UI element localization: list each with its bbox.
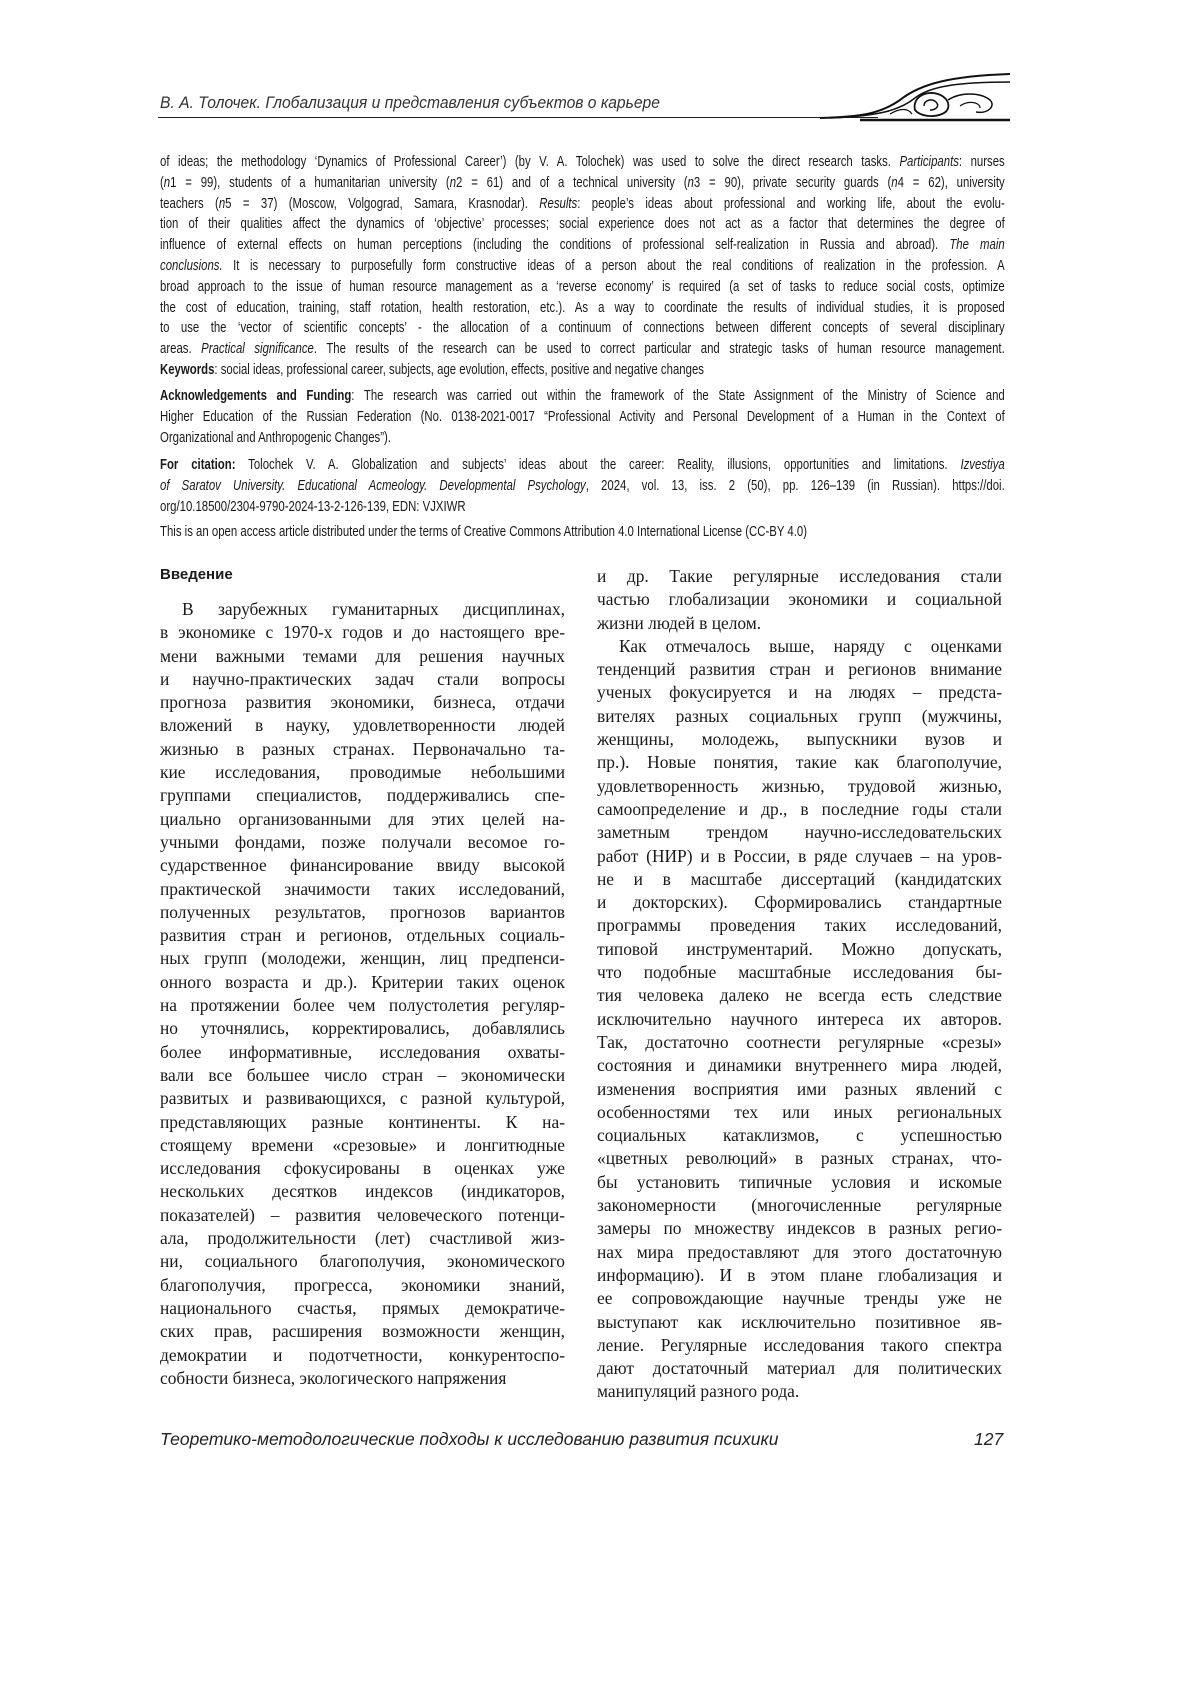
body-line: и др. Такие регулярные исследования стали xyxy=(597,565,1002,588)
abstract-text: tion of their qualities affect the dynamics of ‘objective’ processes; social experience does not act as a factor that determines the degree of xyxy=(160,216,1005,232)
body-line: вали все большее число стран – экономически xyxy=(160,1064,565,1087)
body-line: вложений в науку, удовлетворенности людей xyxy=(160,714,565,737)
abstract-text: : nurses xyxy=(959,154,1005,170)
body-line: показателей) – развития человеческого потенци- xyxy=(160,1204,565,1227)
body-line: бы установить типичные условия и искомые xyxy=(597,1171,1002,1194)
body-line: закономерности (многочисленные регулярные xyxy=(597,1194,1002,1217)
body-line: состояния и динамики внутреннего мира людей, xyxy=(597,1054,1002,1077)
acknowledgements-line xyxy=(160,428,1005,449)
abstract-text: n xyxy=(891,175,897,191)
abstract-text: Keywords xyxy=(160,362,214,378)
abstract-text: to use the ‘vector of scientific concepts’ - the allocation of a continuum of connections between different concepts of several disciplinary xyxy=(160,320,1005,336)
acknowledgements-text: Acknowledgements and Funding xyxy=(160,388,351,404)
abstract-text: 2 = 61) and of a technical university ( xyxy=(456,175,688,191)
body-line: работ (НИР) и в России, в ряде случаев – на уров- xyxy=(597,845,1002,868)
section-title: Введение xyxy=(160,566,233,583)
body-line: манипуляций разного рода. xyxy=(597,1380,1002,1403)
body-line: учными фондами, позже получали весомое го- xyxy=(160,831,565,854)
body-line: стоящему времени «срезовые» и лонгитюдные xyxy=(160,1134,565,1157)
body-line: демократии и подотчетности, конкурентоспо- xyxy=(160,1344,565,1367)
running-title: В. А. Толочек. Глобализация и представления субъектов о карьере xyxy=(160,93,660,113)
header-divider xyxy=(158,117,878,118)
citation-line xyxy=(160,455,1005,476)
body-line: не и в масштабе диссертаций (кандидатских xyxy=(597,868,1002,891)
abstract-text: n xyxy=(164,175,170,191)
body-line: что подобные масштабные исследования бы- xyxy=(597,961,1002,984)
body-line: развитых и развивающихся, с разной культурой, xyxy=(160,1087,565,1110)
abstract-line xyxy=(160,318,1005,339)
abstract-text: Results xyxy=(539,196,577,212)
body-line: выступают как исключительно позитивное яв- xyxy=(597,1311,1002,1334)
body-line: но уточнялись, корректировались, добавлялись xyxy=(160,1017,565,1040)
abstract-text: . The results of the research can be used to correct particular and strategic tasks of human resource management. xyxy=(314,341,1005,357)
body-line: тенденций развития стран и регионов внимание xyxy=(597,658,1002,681)
citation-text: , 2024, vol. 13, iss. 2 (50), pp. 126–139 (in Russian). https://doi. xyxy=(586,478,1005,494)
body-line: В зарубежных гуманитарных дисциплинах, xyxy=(160,598,565,621)
abstract-line xyxy=(160,235,1005,256)
abstract-text: of ideas; the methodology ‘Dynamics of Professional Career’) (by V. A. Tolochek) was used to solve the direct research tasks. xyxy=(160,154,899,170)
citation-text: org/10.18500/2304-9790-2024-13-2-126-139, EDN: VJXIWR xyxy=(160,499,466,515)
abstract-line xyxy=(160,173,1005,194)
abstract-line xyxy=(160,360,1005,381)
body-line: национального счастья, прямых демократиче- xyxy=(160,1297,565,1320)
citation xyxy=(160,455,1005,517)
license-text: This is an open access article distributed under the terms of Creative Commons Attribution 4.0 International License (CC-BY 4.0) xyxy=(160,524,807,540)
body-line: удовлетворенность жизнью, трудовой жизнью, xyxy=(597,775,1002,798)
body-line: прогноза развития экономики, бизнеса, отдачи xyxy=(160,691,565,714)
body-column-right xyxy=(597,565,1002,1404)
body-line: Как отмечалось выше, наряду с оценками xyxy=(597,635,1002,658)
abstract-text: areas. xyxy=(160,341,201,357)
body-line: полученных результатов, прогнозов вариантов xyxy=(160,901,565,924)
body-line: исключительно научного интереса их авторов. xyxy=(597,1008,1002,1031)
body-line: частью глобализации экономики и социальной xyxy=(597,588,1002,611)
body-line: на протяжении более чем полустолетия регуляр- xyxy=(160,994,565,1017)
body-line: нах мира предоставляют для этого достаточную xyxy=(597,1241,1002,1264)
license-line xyxy=(160,522,1005,543)
body-line: жизнью в разных странах. Первоначально та- xyxy=(160,738,565,761)
citation-text: Izvestiya xyxy=(960,457,1004,473)
abstract-text: : social ideas, professional career, subjects, age evolution, effects, positive and negative changes xyxy=(214,362,704,378)
abstract-line xyxy=(160,152,1005,173)
abstract-line xyxy=(160,194,1005,215)
abstract-text: conclusions. xyxy=(160,258,223,274)
abstract-text: n xyxy=(219,196,225,212)
body-line: ни, социального благополучия, экономического xyxy=(160,1250,565,1273)
body-line: группами специалистов, поддерживались спе- xyxy=(160,784,565,807)
body-line: Так, достаточно соотнести регулярные «срезы» xyxy=(597,1031,1002,1054)
abstract-text: n xyxy=(688,175,694,191)
page-number: 127 xyxy=(974,1429,1003,1450)
abstract-line xyxy=(160,339,1005,360)
acknowledgements-text: Organizational and Anthropogenic Changes”). xyxy=(160,430,391,446)
body-line: развития стран и регионов, отдельных социаль- xyxy=(160,924,565,947)
abstract-text: teachers ( xyxy=(160,196,219,212)
abstract-line xyxy=(160,298,1005,319)
body-line: ученых фокусируется и на людях – предста- xyxy=(597,681,1002,704)
body-line: циально организованными для этих целей на- xyxy=(160,808,565,831)
body-line: и докторских). Сформировались стандартные xyxy=(597,891,1002,914)
body-line: заметным трендом научно-исследовательских xyxy=(597,821,1002,844)
body-line: собности бизнеса, экологического напряжения xyxy=(160,1367,565,1390)
body-line: нескольких десятков индексов (индикаторов, xyxy=(160,1180,565,1203)
body-line: самоопределение и др., в последние годы стали xyxy=(597,798,1002,821)
citation-text: For citation: xyxy=(160,457,235,473)
body-line: дают достаточный материал для политических xyxy=(597,1357,1002,1380)
body-line: ление. Регулярные исследования такого спектра xyxy=(597,1334,1002,1357)
abstract-text: 4 = 62), university xyxy=(898,175,1005,191)
body-line: социальных катаклизмов, с успешностью xyxy=(597,1124,1002,1147)
body-line: мени важными темами для решения научных xyxy=(160,645,565,668)
abstract-text: Participants xyxy=(899,154,958,170)
acknowledgements-line xyxy=(160,407,1005,428)
body-line: замеры по множеству индексов в разных регио- xyxy=(597,1217,1002,1240)
body-line: практической значимости таких исследований, xyxy=(160,878,565,901)
body-line: женщины, молодежь, выпускники вузов и xyxy=(597,728,1002,751)
abstract-text: broad approach to the issue of human resource management as a ‘reverse economy’ is required (a set of tasks to reduce social costs, optimize xyxy=(160,279,1005,295)
body-line: ала, продолжительности (лет) счастливой жиз- xyxy=(160,1227,565,1250)
body-line: вителях разных социальных групп (мужчины, xyxy=(597,705,1002,728)
license-note xyxy=(160,522,1005,543)
body-line: ее сопровождающие научные тренды уже не xyxy=(597,1287,1002,1310)
citation-line xyxy=(160,476,1005,497)
abstract-text: influence of external effects on human perceptions (including the conditions of professional self-realization in Russia and abroad). xyxy=(160,237,949,253)
journal-ornament-icon xyxy=(820,70,1010,126)
footer-section-name: Теоретико-методологические подходы к исследованию развития психики xyxy=(160,1429,779,1450)
acknowledgements-line xyxy=(160,386,1005,407)
abstract xyxy=(160,152,1005,381)
body-column-left xyxy=(160,598,565,1390)
abstract-text: 3 = 90), private security guards ( xyxy=(694,175,891,191)
acknowledgements-text: Higher Education of the Russian Federation (No. 0138-2021-0017 “Professional Activity and Personal Development of a Human in the Context of xyxy=(160,409,1005,425)
body-line: исследования сфокусированы в оценках уже xyxy=(160,1157,565,1180)
body-line: особенностями тех или иных региональных xyxy=(597,1101,1002,1124)
abstract-text: 1 = 99), students of a humanitarian university ( xyxy=(170,175,450,191)
body-line: представляющих разные континенты. К на- xyxy=(160,1111,565,1134)
body-line: тия человека далеко не всегда есть следствие xyxy=(597,984,1002,1007)
abstract-line xyxy=(160,256,1005,277)
citation-line xyxy=(160,497,1005,518)
body-line: пр.). Новые понятия, такие как благополучие, xyxy=(597,751,1002,774)
abstract-text: n xyxy=(450,175,456,191)
body-line: благополучия, прогресса, экономики знаний, xyxy=(160,1274,565,1297)
abstract-text: ( xyxy=(160,175,164,191)
body-line: и научно-практических задач стали вопросы xyxy=(160,668,565,691)
citation-text: Tolochek V. A. Globalization and subjects’ ideas about the career: Reality, illusions, opportunities and limitations. xyxy=(235,457,960,473)
body-line: онного возраста и др.). Критерии таких оценок xyxy=(160,971,565,994)
abstract-text: : people’s ideas about professional and working life, about the evolu- xyxy=(577,196,1004,212)
acknowledgements-text: : The research was carried out within the framework of the State Assignment of the Ministry of Science and xyxy=(351,388,1004,404)
abstract-text: 5 = 37) (Moscow, Volgograd, Samara, Krasnodar). xyxy=(225,196,539,212)
body-line: кие исследования, проводимые небольшими xyxy=(160,761,565,784)
body-line: ных групп (молодежи, женщин, лиц предпенси- xyxy=(160,947,565,970)
abstract-text: It is necessary to purposefully form constructive ideas of a person about the real conditions of realization in the profession. A xyxy=(223,258,1005,274)
abstract-text: Practical significance xyxy=(201,341,314,357)
body-line: «цветных революций» в разных странах, что- xyxy=(597,1147,1002,1170)
body-line: в экономике с 1970-х годов и до настоящего вре- xyxy=(160,621,565,644)
citation-text: of Saratov University. Educational Acmeology. Developmental Psychology xyxy=(160,478,586,494)
body-line: жизни людей в целом. xyxy=(597,612,1002,635)
acknowledgements xyxy=(160,386,1005,448)
abstract-line xyxy=(160,214,1005,235)
body-line: ских прав, расширения возможности женщин, xyxy=(160,1320,565,1343)
body-line: более информативные, исследования охваты- xyxy=(160,1041,565,1064)
body-line: информацию). И в этом плане глобализация и xyxy=(597,1264,1002,1287)
body-line: типовой инструментарий. Можно допускать, xyxy=(597,938,1002,961)
body-line: сударственное финансирование ввиду высокой xyxy=(160,854,565,877)
abstract-text: The main xyxy=(949,237,1004,253)
abstract-line xyxy=(160,277,1005,298)
body-line: изменения восприятия ими разных явлений с xyxy=(597,1078,1002,1101)
abstract-text: the cost of education, training, staff rotation, health restoration, etc.). As a way to coordinate the results of individual studies, it is proposed xyxy=(160,300,1005,316)
body-line: программы проведения таких исследований, xyxy=(597,914,1002,937)
